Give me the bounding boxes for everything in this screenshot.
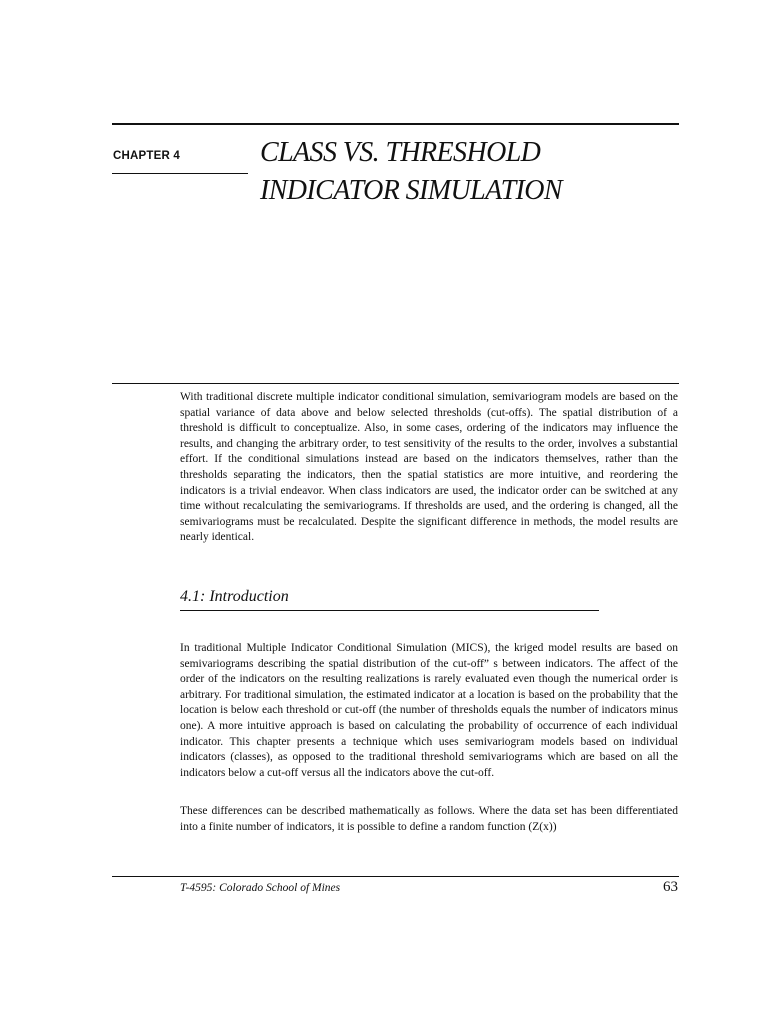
page-number: 63 [663, 879, 678, 895]
introduction-paragraph-2: These differences can be described mathematically as follows. Where the data set has been differentiated into a finite number of indicators, it is possible to define a random function (Z(x)) [180, 805, 678, 833]
abstract-rule [112, 383, 679, 384]
chapter-label: CHAPTER 4 [113, 150, 180, 162]
chapter-abstract: With traditional discrete multiple indicator conditional simulation, semivariogram models are based on the spatial variance of data above and below selected thresholds (cut-offs). The spatial distribution of a threshold is difficult to conceptualize. Also, in some cases, ordering of the indicators may influence the results, and changing the arbitrary order, to test sensitivity of the results to the order, involves a substantial effort. If the conditional simulations instead are based on the indicators themselves, rather than the thresholds separating the indicators, then the spatial statistics are more intuitive, and reordering the indicators is a trivial endeavor. When class indicators are used, the indicator order can be switched at any time without recalculating the semivariograms. If thresholds are used, and the ordering is changed, all the semivariograms must be recalculated. Despite the significant difference in methods, the model results are nearly identical. [180, 391, 678, 544]
introduction-paragraph-1: In traditional Multiple Indicator Conditional Simulation (MICS), the kriged model results are based on semivariograms describing the spatial distribution of the cut-off” s between indicators. The affect of the order of the indicators on the resulting realizations is rarely evaluated even though the numerical order is arbitrary. For traditional simulation, the estimated indicator at a location is based on the probability that the location is below each threshold or cut-off (the number of thresholds equals the number of indicators minus one). A more intuitive approach is based on calculating the probability of occurrence of each individual indicator. This chapter presents a technique which uses semivariogram models based on individual indicators (classes), as opposed to the traditional threshold semivariograms which are based on all the indicators below a cut-off versus all the indicators above the cut-off. [180, 642, 678, 779]
chapter-label-underline [112, 173, 248, 174]
chapter-title-line-2: INDICATOR SIMULATION [260, 175, 562, 206]
chapter-title-line-1: CLASS VS. THRESHOLD [260, 137, 541, 168]
chapter-title [260, 134, 562, 210]
top-rule [112, 123, 679, 125]
footer-source: T-4595: Colorado School of Mines [180, 882, 341, 894]
footer-rule [112, 876, 679, 877]
section-heading: 4.1: Introduction [180, 588, 289, 605]
section-heading-underline [180, 610, 599, 611]
